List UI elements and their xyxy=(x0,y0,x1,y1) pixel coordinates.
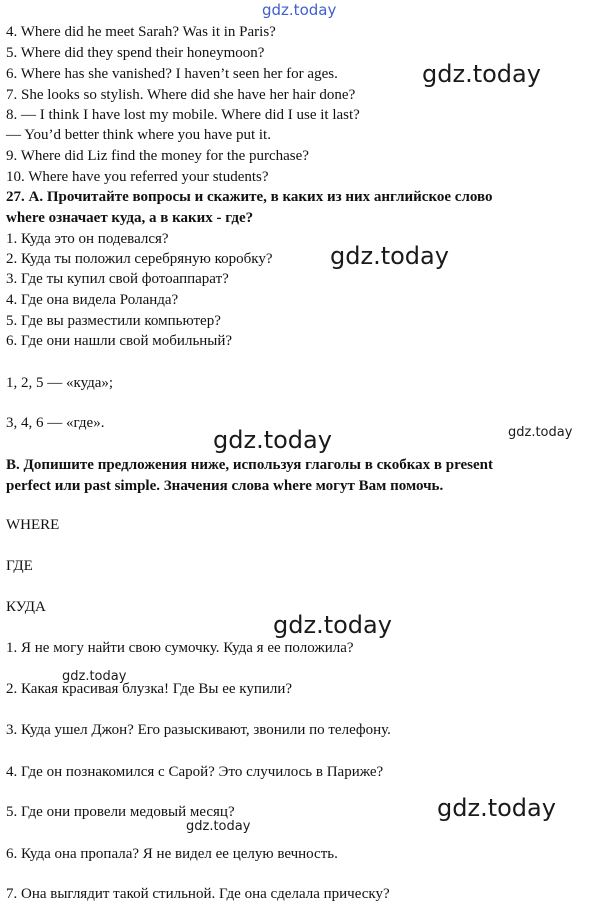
answer-sentence: 7. Она выглядит такой стильной. Где она сделала прическу? xyxy=(6,886,390,902)
watermark: gdz.today xyxy=(186,819,251,834)
watermark: gdz.today xyxy=(273,611,392,639)
russian-question: 4. Где она видела Роланда? xyxy=(6,292,179,308)
english-question: 9. Where did Liz find the money for the purchase? xyxy=(6,148,309,164)
english-question: 8. — I think I have lost my mobile. Where did I use it last? xyxy=(6,107,360,123)
watermark: gdz.today xyxy=(213,426,332,454)
english-question: 7. She looks so stylish. Where did she have her hair done? xyxy=(6,87,356,103)
answer-sentence: 4. Где он познакомился с Сарой? Это случилось в Париже? xyxy=(6,764,384,780)
russian-question: 2. Куда ты положил серебряную коробку? xyxy=(6,251,273,267)
exercise-a-heading: where означает куда, а в каких - где? xyxy=(6,210,254,226)
english-question: — You’d better think where you have put it. xyxy=(6,127,271,143)
answer-gde: 3, 4, 6 — «где». xyxy=(6,415,105,431)
exercise-a-heading: 27. А. Прочитайте вопросы и скажите, в каких из них английское слово xyxy=(6,189,493,205)
answer-sentence: 1. Я не могу найти свою сумочку. Куда я ее положила? xyxy=(6,640,354,656)
watermark-top: gdz.today xyxy=(262,1,337,19)
watermark: gdz.today xyxy=(422,60,541,88)
answer-sentence: 5. Где они провели медовый месяц? xyxy=(6,804,235,820)
label-kuda: КУДА xyxy=(6,599,46,615)
english-question: 6. Where has she vanished? I haven’t seen her for ages. xyxy=(6,66,338,82)
watermark: gdz.today xyxy=(508,425,573,440)
answer-kuda: 1, 2, 5 — «куда»; xyxy=(6,375,114,391)
label-where: WHERE xyxy=(6,517,60,533)
english-question: 5. Where did they spend their honeymoon? xyxy=(6,45,265,61)
answer-sentence: 3. Куда ушел Джон? Его разыскивают, звонили по телефону. xyxy=(6,722,391,738)
english-question: 10. Where have you referred your students? xyxy=(6,169,269,185)
russian-question: 5. Где вы разместили компьютер? xyxy=(6,313,221,329)
russian-question: 3. Где ты купил свой фотоаппарат? xyxy=(6,271,229,287)
answer-sentence: 6. Куда она пропала? Я не видел ее целую вечность. xyxy=(6,846,338,862)
russian-question: 1. Куда это он подевался? xyxy=(6,231,169,247)
exercise-b-heading: В. Допишите предложения ниже, используя глаголы в скобках в present xyxy=(6,457,493,473)
answer-sentence: 2. Какая красивая блузка! Где Вы ее купили? xyxy=(6,681,293,697)
watermark: gdz.today xyxy=(437,794,556,822)
exercise-b-heading: perfect или past simple. Значения слова where могут Вам помочь. xyxy=(6,478,444,494)
russian-question: 6. Где они нашли свой мобильный? xyxy=(6,333,233,349)
english-question: 4. Where did he meet Sarah? Was it in Paris? xyxy=(6,24,276,40)
watermark: gdz.today xyxy=(62,669,127,684)
watermark: gdz.today xyxy=(330,242,449,270)
label-gde: ГДЕ xyxy=(6,558,33,574)
